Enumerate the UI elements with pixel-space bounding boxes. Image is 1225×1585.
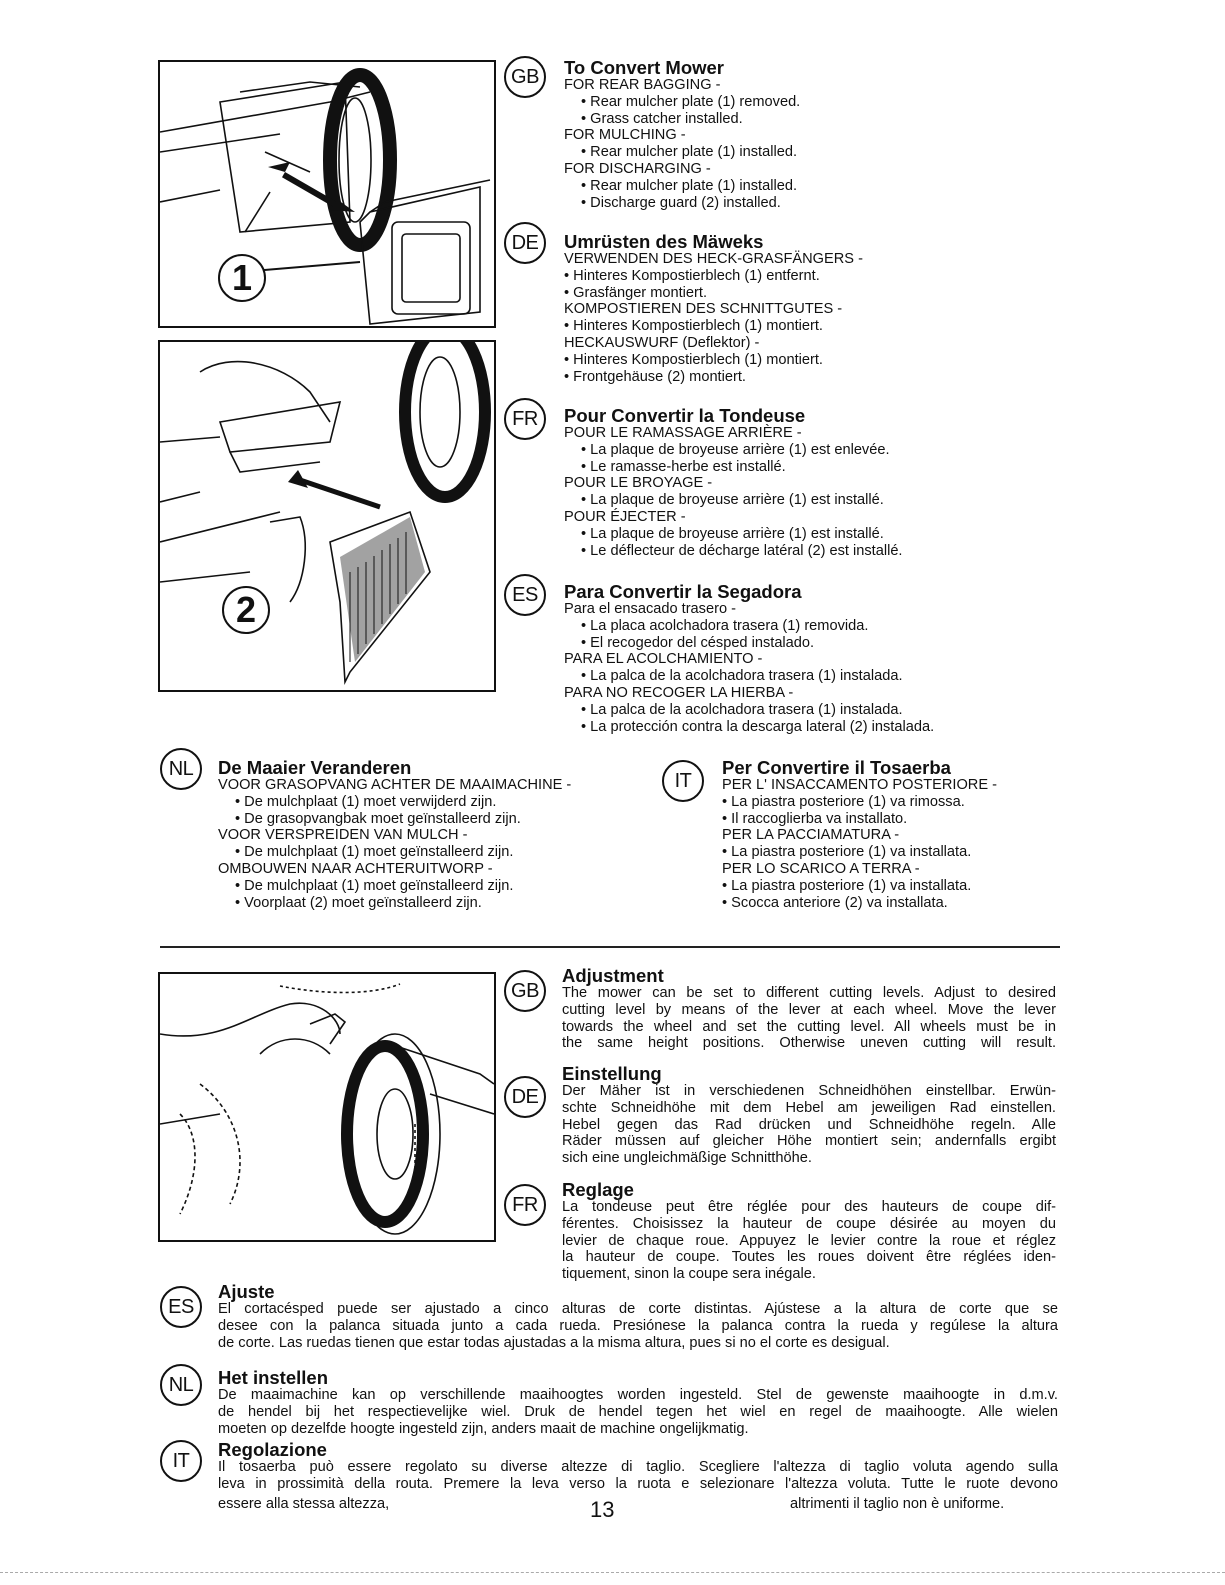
language-badge-nl: NL — [160, 748, 202, 790]
convert-de-line: • Grasfänger montiert. — [564, 284, 707, 301]
convert-gb-title: To Convert Mower — [564, 57, 724, 78]
adjust-de-line: schte Schneidhöhe mit dem Hebel am jeweiligen Rad einstellen. — [562, 1099, 1056, 1116]
adjust-gb-line: towards the wheel and set the cutting level. All wheels must be in — [562, 1018, 1056, 1035]
convert-nl-line: VOOR GRASOPVANG ACHTER DE MAAIMACHINE - — [218, 777, 572, 793]
adjust-gb-title: Adjustment — [562, 965, 664, 986]
convert-gb-line: FOR DISCHARGING - — [564, 160, 711, 177]
convert-gb-line: • Rear mulcher plate (1) installed. — [581, 177, 797, 194]
convert-it-line: PER L' INSACCAMENTO POSTERIORE - — [722, 777, 997, 793]
convert-nl-line: • De mulchplaat (1) moet geïnstalleerd zijn. — [235, 877, 514, 894]
convert-de-line: HECKAUSWURF (Deflektor) - — [564, 334, 760, 351]
convert-nl-line: • De mulchplaat (1) moet verwijderd zijn. — [235, 793, 497, 810]
adjust-fr-section — [562, 1180, 1056, 1283]
callout-number-2: 2 — [222, 586, 270, 634]
section-divider — [160, 946, 1060, 948]
adjust-fr-title: Reglage — [562, 1179, 634, 1200]
adjust-de-line: sich eine ungleichmäßige Schnitthöhe. — [562, 1150, 812, 1167]
convert-es-line: Para el ensacado trasero - — [564, 601, 736, 617]
convert-de-section — [564, 232, 863, 385]
convert-gb-line: FOR REAR BAGGING - — [564, 77, 721, 93]
convert-es-title: Para Convertir la Segadora — [564, 581, 802, 602]
convert-fr-line: POUR ÉJECTER - — [564, 508, 686, 525]
mower-rear-illustration — [160, 62, 494, 326]
adjust-de-line: Räder müssen auf gleicher Höhe montiert sein; andernfalls ergibt — [562, 1133, 1056, 1150]
language-badge-gb: GB — [504, 56, 546, 98]
convert-gb-line: • Grass catcher installed. — [581, 110, 743, 127]
language-badge-gb: GB — [504, 970, 546, 1012]
adjust-it-section — [218, 1440, 1058, 1493]
convert-it-line: • Scocca anteriore (2) va installata. — [722, 894, 948, 911]
convert-nl-section — [218, 758, 571, 911]
callout-number-1: 1 — [218, 254, 266, 302]
adjust-gb-line: the same height positions. Otherwise uneven cutting will result. — [562, 1035, 1056, 1052]
adjust-gb-line: cutting level by means of the lever at each wheel. Move the lever — [562, 1001, 1056, 1018]
discharge-guard-illustration — [160, 342, 494, 690]
language-badge-it: IT — [160, 1440, 202, 1482]
adjust-it-line: Il tosaerba può essere regolato su diverse altezze di taglio. Scegliere l'altezza di taglio voluta agendo sulla — [218, 1459, 1058, 1475]
convert-fr-line: • La plaque de broyeuse arrière (1) est installé. — [581, 525, 884, 542]
convert-es-line: PARA EL ACOLCHAMIENTO - — [564, 651, 763, 668]
convert-it-line: • La piastra posteriore (1) va rimossa. — [722, 793, 965, 810]
language-badge-de: DE — [504, 222, 546, 264]
convert-nl-line: • De grasopvangbak moet geïnstalleerd zijn. — [235, 810, 521, 827]
adjust-fr-line: tiquement, sinon la coupe sera inégale. — [562, 1266, 816, 1283]
convert-it-line: • La piastra posteriore (1) va installata. — [722, 844, 972, 861]
adjust-fr-line: férentes. Choisissez la hauteur de coupe désirée au moyen du — [562, 1215, 1056, 1232]
convert-nl-line: VOOR VERSPREIDEN VAN MULCH - — [218, 827, 468, 844]
adjust-es-title: Ajuste — [218, 1281, 275, 1302]
language-badge-es: ES — [160, 1286, 202, 1328]
adjust-gb-section — [562, 966, 1056, 1052]
convert-nl-line: • De mulchplaat (1) moet geïnstalleerd zijn. — [235, 844, 514, 861]
convert-fr-title: Pour Convertir la Tondeuse — [564, 405, 806, 426]
adjust-de-line: Hebel gegen das Rad drücken und Schneidhöhe regeln. Alle — [562, 1116, 1056, 1133]
convert-gb-line: • Rear mulcher plate (1) installed. — [581, 144, 797, 161]
figure-remove-mulcher-plate — [158, 60, 496, 328]
adjust-nl-line: de hendel bij het respectievelijke wiel. Druk de hendel tegen het wiel en regel de maaihoogte. Alle wielen — [218, 1403, 1058, 1420]
adjust-it-last-right: altrimenti il taglio non è uniforme. — [790, 1496, 1005, 1512]
convert-es-line: PARA NO RECOGER LA HIERBA - — [564, 684, 794, 701]
language-badge-de: DE — [504, 1076, 546, 1118]
language-badge-es: ES — [504, 574, 546, 616]
convert-de-line: • Hinteres Kompostierblech (1) entfernt. — [564, 267, 820, 284]
convert-de-line: • Hinteres Kompostierblech (1) montiert. — [564, 351, 823, 368]
convert-nl-line: OMBOUWEN NAAR ACHTERUITWORP - — [218, 860, 493, 877]
language-badge-nl: NL — [160, 1364, 202, 1406]
adjust-it-last-left: essere alla stessa altezza, — [218, 1496, 390, 1512]
convert-es-line: • La palca de la acolchadora trasera (1) instalada. — [581, 701, 903, 718]
convert-it-line: PER LO SCARICO A TERRA - — [722, 860, 920, 877]
convert-de-line: • Frontgehäuse (2) montiert. — [564, 368, 746, 385]
convert-es-section — [564, 582, 934, 735]
convert-fr-line: • La plaque de broyeuse arrière (1) est enlevée. — [581, 441, 890, 458]
adjust-de-section — [562, 1064, 1056, 1167]
convert-nl-line: • Voorplaat (2) moet geïnstalleerd zijn. — [235, 894, 482, 911]
adjust-nl-title: Het instellen — [218, 1367, 328, 1388]
adjust-fr-line: la hauteur de coupe. Toutes les roues doivent être réglées iden- — [562, 1249, 1056, 1266]
adjust-es-line: desee con la palanca situada junto a cada rueda. Presiónese la palanca contra la rueda y regúlese la altura — [218, 1317, 1058, 1334]
convert-fr-line: • La plaque de broyeuse arrière (1) est installé. — [581, 492, 884, 509]
convert-fr-line: POUR LE BROYAGE - — [564, 475, 713, 492]
language-badge-fr: FR — [504, 1184, 546, 1226]
adjust-nl-line: moeten op dezelfde hoogte ingesteld zijn, anders maait de machine ongelijkmatig. — [218, 1420, 749, 1437]
adjust-fr-line: levier de chaque roue. Appuyez le levier contre la roue et réglez — [562, 1232, 1056, 1249]
figure-install-discharge-guard — [158, 340, 496, 692]
adjust-nl-section — [218, 1368, 1058, 1437]
convert-es-line: • La palca de la acolchadora trasera (1) instalada. — [581, 668, 903, 685]
convert-nl-title: De Maaier Veranderen — [218, 757, 412, 778]
convert-fr-line: POUR LE RAMASSAGE ARRIÈRE - — [564, 425, 802, 441]
convert-es-line: • La protección contra la descarga lateral (2) instalada. — [581, 718, 935, 735]
convert-de-line: KOMPOSTIEREN DES SCHNITTGUTES - — [564, 301, 843, 318]
convert-gb-line: • Rear mulcher plate (1) removed. — [581, 93, 801, 110]
adjust-es-line: de corte. Las ruedas tienen que estar todas ajustadas a la misma altura, pues si no el corte es desigual. — [218, 1334, 890, 1351]
adjust-gb-line: The mower can be set to different cutting levels. Adjust to desired — [562, 985, 1056, 1001]
convert-de-line: • Hinteres Kompostierblech (1) montiert. — [564, 318, 823, 335]
page-bottom-divider — [0, 1572, 1225, 1573]
convert-fr-line: • Le déflecteur de décharge latéral (2) est installé. — [581, 542, 903, 559]
convert-gb-section — [564, 58, 800, 211]
adjust-fr-line: La tondeuse peut être réglée pour des hauteurs de coupe dif- — [562, 1199, 1056, 1215]
language-badge-fr: FR — [504, 398, 546, 440]
adjust-es-line: El cortacésped puede ser ajustado a cinco alturas de corte distintas. Ajústese a la altura de corte que se — [218, 1301, 1058, 1317]
convert-es-line: • La placa acolchadora trasera (1) removida. — [581, 617, 869, 634]
convert-it-line: • La piastra posteriore (1) va installata. — [722, 877, 972, 894]
figure-wheel-height-adjustment — [158, 972, 496, 1242]
convert-fr-line: • Le ramasse-herbe est installé. — [581, 458, 786, 475]
convert-de-line: VERWENDEN DES HECK-GRASFÄNGERS - — [564, 251, 863, 267]
adjust-nl-line: De maaimachine kan op verschillende maaihoogtes worden ingesteld. Stel de gewenste maaihoogte in d.m.v. — [218, 1387, 1058, 1403]
convert-it-section — [722, 758, 997, 911]
language-badge-it: IT — [662, 760, 704, 802]
convert-gb-line: • Discharge guard (2) installed. — [581, 194, 781, 211]
adjust-de-line: Der Mäher ist in verschiedenen Schneidhöhen einstellbar. Erwün- — [562, 1083, 1056, 1099]
adjust-es-section — [218, 1282, 1058, 1351]
convert-es-line: • El recogedor del césped instalado. — [581, 634, 815, 651]
convert-it-line: PER LA PACCIAMATURA - — [722, 827, 900, 844]
convert-de-title: Umrüsten des Mäweks — [564, 231, 764, 252]
adjust-it-title: Regolazione — [218, 1439, 327, 1460]
wheel-lever-illustration — [160, 974, 494, 1240]
convert-fr-section — [564, 406, 903, 559]
convert-gb-line: FOR MULCHING - — [564, 127, 686, 144]
convert-it-line: • Il raccoglierba va installato. — [722, 810, 908, 827]
adjust-de-title: Einstellung — [562, 1063, 662, 1084]
page-number: 13 — [590, 1497, 615, 1522]
adjust-it-line: leva in prossimità della routa. Premere la leva verso la ruota e selezionare l'altezza voluta. Tutte le ruote devono — [218, 1475, 1058, 1492]
convert-it-title: Per Convertire il Tosaerba — [722, 757, 951, 778]
